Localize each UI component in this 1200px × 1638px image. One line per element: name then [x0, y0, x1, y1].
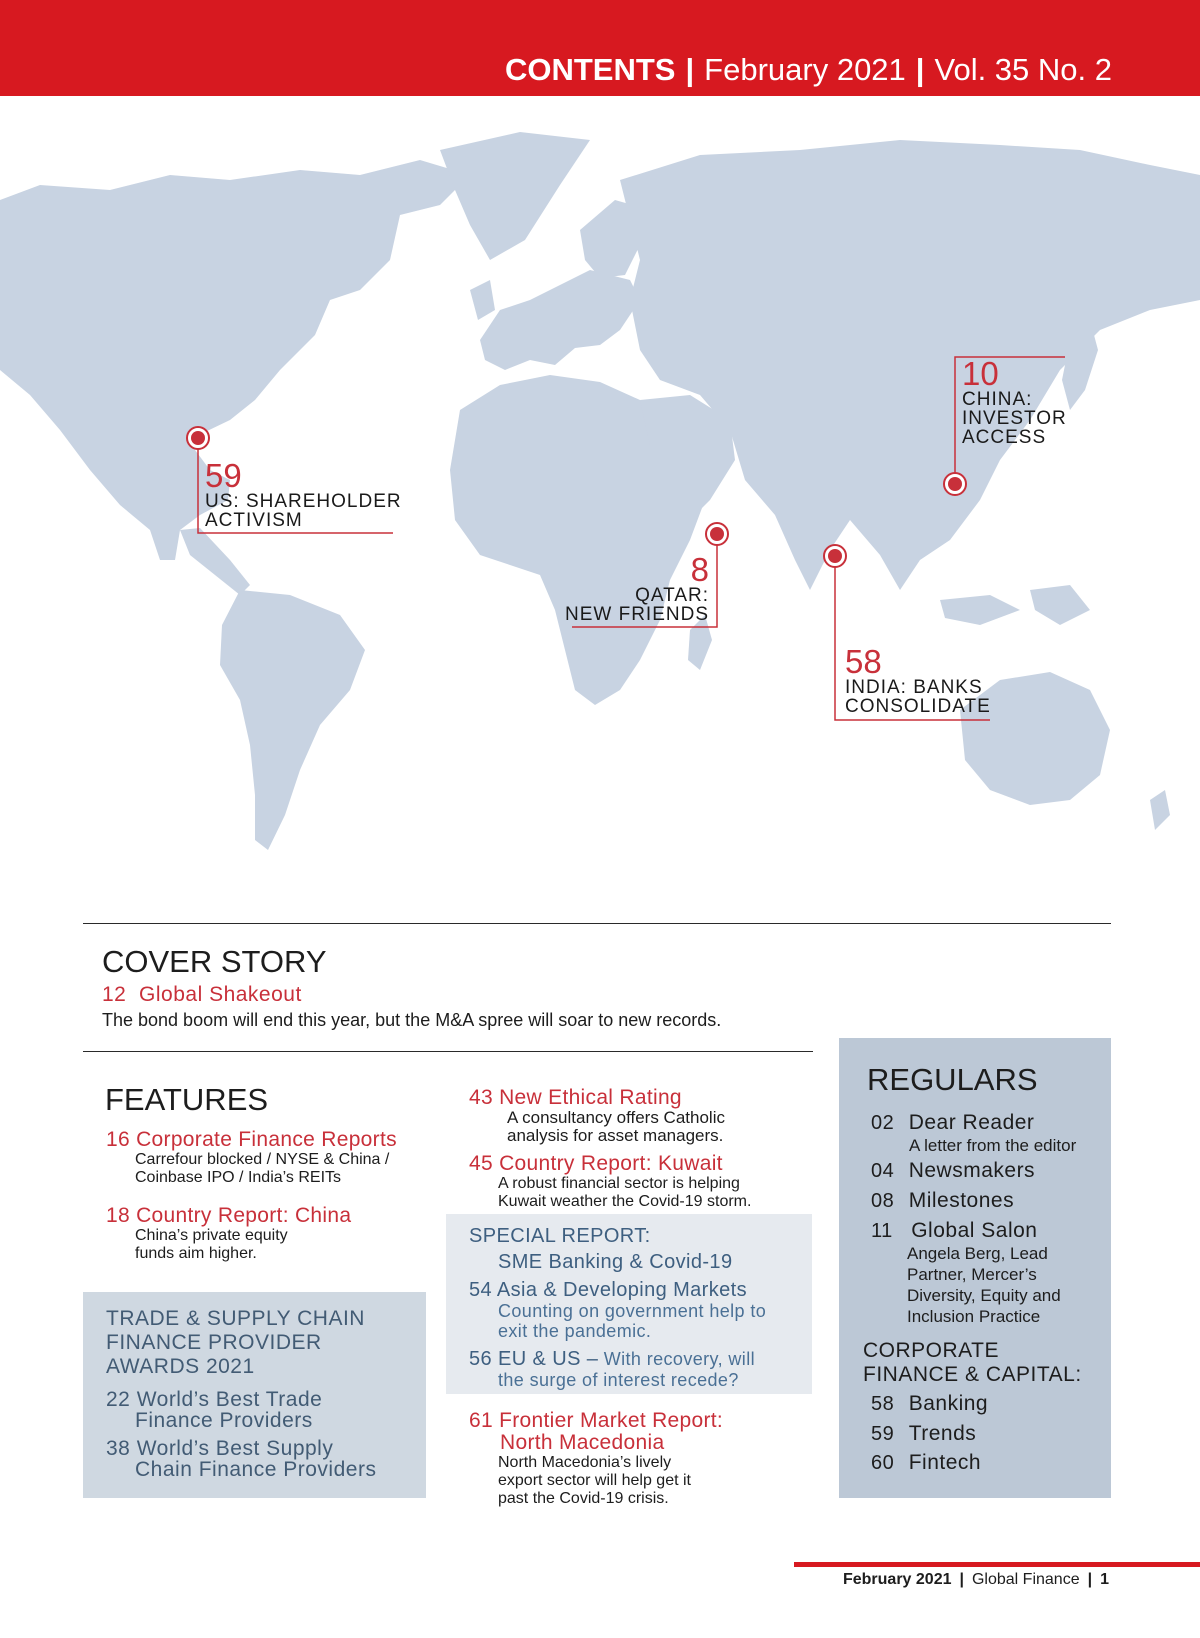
feature-description: analysis for asset managers. — [507, 1126, 724, 1145]
world-map — [0, 110, 1200, 920]
regulars-item[interactable] — [871, 1451, 981, 1475]
trade-awards-heading-line: TRADE & SUPPLY CHAIN — [106, 1307, 365, 1330]
trade-awards-line[interactable]: Finance Providers — [135, 1409, 313, 1432]
feature-title[interactable]: 45 Country Report: Kuwait — [469, 1152, 723, 1175]
callout-title: QATAR: — [635, 585, 709, 606]
special-report-item[interactable] — [469, 1349, 755, 1390]
feature-item[interactable] — [469, 1087, 725, 1145]
feature-description: Carrefour blocked / NYSE & China / — [135, 1151, 390, 1168]
header-section: CONTENTS — [504, 52, 676, 87]
regulars-description: Angela Berg, Lead — [907, 1244, 1048, 1263]
cover-story-link[interactable]: 12 Global Shakeout — [102, 983, 302, 1006]
feature-description: past the Covid-19 crisis. — [498, 1490, 669, 1507]
feature-description: North Macedonia’s lively — [498, 1454, 672, 1471]
regulars-page: 11 — [871, 1220, 893, 1242]
feature-item[interactable] — [469, 1153, 751, 1211]
regulars-page: 60 — [871, 1452, 895, 1474]
regulars-page: 59 — [871, 1423, 895, 1445]
location-marker-icon-india — [824, 545, 846, 567]
special-report-description: exit the pandemic. — [498, 1321, 652, 1341]
corporate-finance-heading-line: CORPORATE — [863, 1339, 999, 1362]
trade-awards-heading-line: FINANCE PROVIDER — [106, 1331, 322, 1354]
feature-description: funds aim higher. — [135, 1245, 257, 1262]
callout-title: INVESTOR — [962, 408, 1067, 429]
callout-page: 58 — [845, 643, 882, 680]
footer-date: February 2021 — [842, 1571, 952, 1588]
trade-awards-item[interactable] — [106, 1389, 322, 1431]
cover-story-heading: COVER STORY — [102, 944, 327, 979]
map-landmass — [0, 132, 1200, 850]
callout-page: 59 — [205, 457, 242, 494]
features-heading: FEATURES — [105, 1082, 269, 1117]
divider — [83, 1051, 813, 1052]
feature-description: Coinbase IPO / India’s REITs — [135, 1169, 342, 1186]
feature-item[interactable] — [469, 1410, 723, 1508]
header-date: February 2021 — [704, 52, 906, 87]
feature-title[interactable]: 18 Country Report: China — [106, 1204, 352, 1227]
callout-india — [845, 643, 991, 717]
regulars-item[interactable] — [871, 1219, 1061, 1327]
regulars-label[interactable]: Global Salon — [911, 1219, 1038, 1242]
regulars-item[interactable] — [871, 1422, 976, 1446]
regulars-item[interactable] — [871, 1189, 1014, 1213]
special-report-title-line[interactable] — [469, 1349, 755, 1370]
callout-qatar — [565, 551, 709, 625]
feature-title[interactable]: North Macedonia — [500, 1431, 665, 1454]
callout-title: INDIA: BANKS — [845, 677, 983, 698]
trade-awards-line[interactable]: Chain Finance Providers — [135, 1458, 377, 1481]
regulars-label[interactable]: Newsmakers — [908, 1159, 1036, 1182]
regulars-item[interactable] — [871, 1159, 1035, 1183]
regulars-page: 08 — [871, 1190, 895, 1212]
footer — [843, 1571, 1109, 1589]
special-report-heading-line: SME Banking & Covid-19 — [498, 1251, 733, 1273]
callout-title: US: SHAREHOLDER — [205, 491, 402, 512]
footer-publication: Global Finance — [971, 1571, 1080, 1588]
special-report-description: the surge of interest recede? — [498, 1370, 739, 1390]
regulars-label[interactable]: Dear Reader — [908, 1111, 1035, 1134]
location-marker-icon-china — [944, 473, 966, 495]
trade-awards-line[interactable]: 38 World’s Best Supply — [106, 1437, 334, 1460]
footer-separator-2: | — [1087, 1571, 1093, 1588]
corporate-finance-heading — [863, 1339, 1082, 1387]
special-report-item[interactable] — [469, 1280, 766, 1341]
callout-us — [205, 457, 402, 531]
feature-description: export sector will help get it — [498, 1472, 691, 1489]
regulars-page: 02 — [871, 1112, 895, 1134]
callout-page: 8 — [690, 551, 709, 588]
special-report-title[interactable]: 56 EU & US – — [469, 1348, 599, 1370]
feature-title[interactable]: 16 Corporate Finance Reports — [106, 1128, 397, 1151]
corporate-finance-heading-line: FINANCE & CAPITAL: — [863, 1363, 1082, 1386]
header-separator-2: | — [915, 52, 925, 87]
regulars-heading: REGULARS — [867, 1062, 1038, 1097]
trade-awards-line[interactable]: 22 World’s Best Trade — [106, 1388, 323, 1411]
trade-awards-heading — [106, 1307, 365, 1379]
footer-separator: | — [959, 1571, 964, 1588]
regulars-label[interactable]: Banking — [908, 1392, 989, 1415]
callout-title: ACTIVISM — [205, 510, 303, 531]
feature-description: Kuwait weather the Covid-19 storm. — [498, 1193, 752, 1210]
special-report-title[interactable]: 54 Asia & Developing Markets — [469, 1279, 748, 1301]
feature-description: A robust financial sector is helping — [498, 1175, 740, 1192]
location-marker-icon-qatar — [706, 523, 728, 545]
regulars-label[interactable]: Fintech — [908, 1451, 982, 1474]
special-report-heading — [469, 1226, 732, 1273]
special-report-heading-line: SPECIAL REPORT: — [469, 1225, 651, 1247]
regulars-label[interactable]: Milestones — [908, 1189, 1015, 1212]
regulars-label[interactable]: Trends — [908, 1422, 977, 1445]
cover-story-description: The bond boom will end this year, but the M&A spree will soar to new records. — [102, 1010, 722, 1030]
regulars-description: Inclusion Practice — [907, 1307, 1041, 1326]
regulars-description: Partner, Mercer’s — [907, 1265, 1037, 1284]
regulars-item[interactable] — [871, 1111, 1076, 1156]
header-title — [505, 50, 1112, 90]
header-volume: Vol. 35 No. 2 — [934, 52, 1112, 87]
special-report-description: Counting on government help to — [498, 1301, 767, 1321]
feature-title[interactable]: 61 Frontier Market Report: — [469, 1409, 724, 1432]
feature-item[interactable] — [106, 1205, 351, 1263]
location-marker-icon-us — [187, 427, 209, 449]
regulars-description: Diversity, Equity and — [907, 1286, 1061, 1305]
page-number: 1 — [1100, 1571, 1109, 1588]
feature-item[interactable] — [106, 1129, 397, 1187]
feature-description: China’s private equity — [135, 1227, 288, 1244]
callout-title: CONSOLIDATE — [845, 696, 991, 717]
divider — [83, 923, 1111, 924]
header-separator: | — [685, 52, 695, 87]
callout-title: NEW FRIENDS — [565, 604, 709, 625]
callout-title: ACCESS — [962, 427, 1047, 448]
feature-title[interactable]: 43 New Ethical Rating — [469, 1086, 682, 1109]
regulars-description: A letter from the editor — [909, 1136, 1077, 1155]
special-report-description: With recovery, will — [598, 1349, 755, 1369]
regulars-page: 04 — [871, 1160, 895, 1182]
regulars-item[interactable] — [871, 1392, 988, 1416]
footer-bar — [794, 1562, 1200, 1567]
callout-china — [962, 355, 1067, 448]
feature-description: A consultancy offers Catholic — [507, 1108, 725, 1127]
trade-awards-item[interactable] — [106, 1438, 376, 1480]
trade-awards-heading-line: AWARDS 2021 — [106, 1355, 255, 1378]
callout-title: CHINA: — [962, 389, 1033, 410]
callout-page: 10 — [962, 355, 999, 392]
regulars-page: 58 — [871, 1393, 895, 1415]
